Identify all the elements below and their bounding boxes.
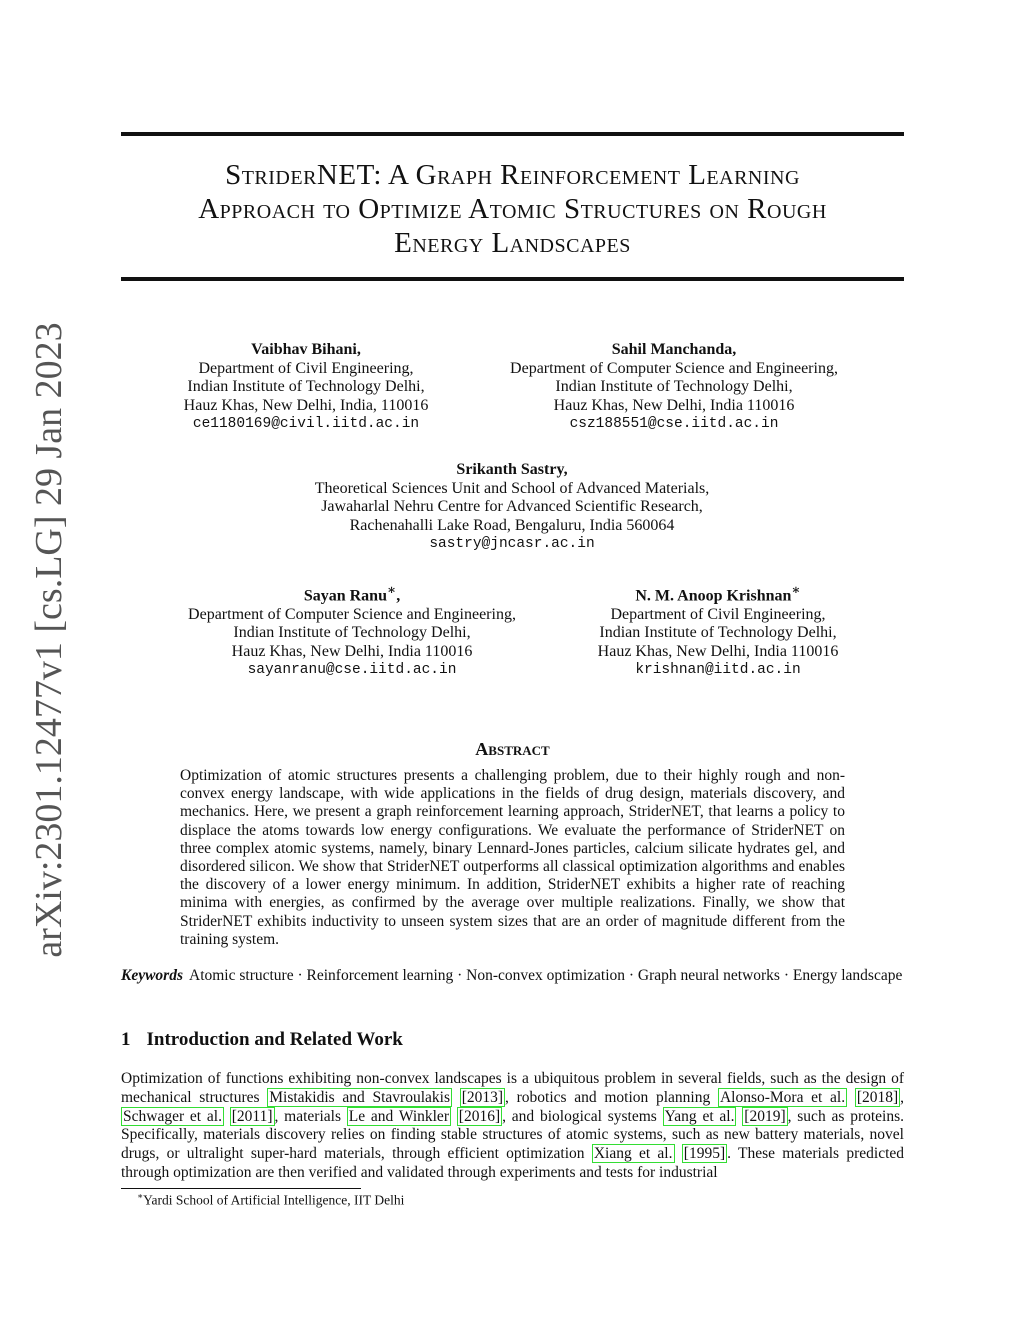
citation-year-link[interactable]: [2011]: [231, 1107, 273, 1125]
title-bottom-rule: [121, 277, 904, 281]
footnote-mark[interactable]: ∗: [386, 582, 397, 597]
author-affiliation-line: Rachenahalli Lake Road, Bengaluru, India 560064: [349, 516, 675, 534]
author-block-ranu: [152, 581, 552, 680]
intro-text: Optimization of functions exhibiting non-convex landscapes is a ubiquitous problem in several fields, such as the design of mechanical structures: [121, 1070, 904, 1106]
footnote-text: Yardi School of Artificial Intelligence, IIT Delhi: [143, 1192, 405, 1208]
keywords: [121, 967, 904, 985]
keywords-text: Atomic structure · Reinforcement learning · Non-convex optimization · Graph neural networks · Energy landscape: [189, 967, 903, 984]
author-email[interactable]: ce1180169@civil.iitd.ac.in: [192, 416, 420, 432]
author-affiliation-line: Theoretical Sciences Unit and School of Advanced Materials,: [314, 479, 710, 497]
author-affiliation-line: Hauz Khas, New Delhi, India 110016: [553, 396, 795, 414]
author-affiliation-line: Indian Institute of Technology Delhi,: [599, 624, 837, 642]
intro-text: . These materials predicted through optimization are then verified and validated through experiments and tests for industrial: [121, 1145, 905, 1181]
author-affiliation-line: Hauz Khas, New Delhi, India 110016: [231, 642, 473, 660]
title-top-rule: [121, 132, 904, 136]
author-affiliation-line: Indian Institute of Technology Delhi,: [233, 624, 471, 642]
abstract-body: Optimization of atomic structures presents a challenging problem, due to their highly rough and non-convex energy landscape, with wide applications in the fields of drug design, materials discovery, and mechanics. Here, we present a graph reinforcement learning approach, StriderNET, that learns a policy to displace the atoms towards low energy configurations. We evaluate the performance of StriderNET on three complex atomic systems, namely, binary Lennard-Jones particles, calcium silicate hydrates gel, and disordered silicon. We show that StriderNET outperforms all classical optimization algorithms and enables the discovery of a lower energy minimum. In addition, StriderNET exhibits a higher rate of reaching minima with energies, as confirmed by the average over multiple realizations. Finally, we show that StriderNET exhibits inductivity to unseen system sizes that are an order of magnitude different from the training system.: [180, 767, 845, 948]
paper-title: [121, 158, 904, 260]
citation-year-link[interactable]: [2018]: [856, 1088, 899, 1106]
author-affiliation-line: Department of Civil Engineering,: [198, 359, 414, 377]
footnote-rule: [121, 1188, 361, 1189]
author-email[interactable]: csz188551@cse.iitd.ac.in: [569, 416, 779, 432]
citation-link[interactable]: Schwager et al.: [123, 1107, 222, 1125]
section-title: Introduction and Related Work: [146, 1029, 403, 1050]
citation-link[interactable]: Xiang et al.: [593, 1145, 673, 1163]
author-affiliation-line: Indian Institute of Technology Delhi,: [555, 378, 793, 395]
keywords-label: Keywords: [121, 967, 183, 984]
citation-link[interactable]: Le and Winkler: [348, 1107, 449, 1125]
author-name-text: Sayan Ranu: [303, 587, 387, 605]
author-affiliation-line: Indian Institute of Technology Delhi,: [187, 378, 425, 395]
footnote-mark: ∗: [137, 1191, 144, 1201]
author-affiliation-line: Hauz Khas, New Delhi, India 110016: [597, 642, 839, 660]
author-affiliation-line: Department of Computer Science and Engineering,: [188, 605, 516, 623]
author-name: Vaibhav Bihani,: [251, 341, 361, 358]
intro-text: , and biological systems: [502, 1107, 663, 1125]
author-affiliation-line: Department of Civil Engineering,: [610, 605, 826, 623]
author-name-tail: ,: [396, 587, 401, 605]
author-email[interactable]: sastry@jncasr.ac.in: [429, 536, 595, 552]
intro-paragraph: [121, 1070, 904, 1183]
author-block-bihani: [156, 341, 456, 434]
abstract-heading: Abstract: [475, 739, 550, 759]
footnote-mark[interactable]: ∗: [791, 582, 801, 597]
author-email[interactable]: krishnan@iitd.ac.in: [635, 662, 801, 679]
citation-link[interactable]: Yang et al.: [664, 1107, 735, 1125]
author-affiliation-line: Jawaharlal Nehru Centre for Advanced Scientific Research,: [321, 498, 703, 515]
citation-year-link[interactable]: [2016]: [458, 1107, 501, 1125]
author-name: [568, 581, 868, 606]
intro-text: , such as proteins. Specifically, materials discovery relies on finding stable structures of atomic systems, such as new battery materials, novel drugs, or ultralight super-hard materials, through efficient optimization: [121, 1107, 904, 1163]
citation-year-link[interactable]: [2013]: [461, 1088, 504, 1106]
author-name: [152, 581, 552, 606]
section-heading: [121, 1029, 403, 1051]
author-affiliation-line: Department of Computer Science and Engineering,: [510, 359, 838, 377]
citation-year-link[interactable]: [1995]: [683, 1145, 726, 1163]
author-block-krishnan: [568, 581, 868, 680]
citation-link[interactable]: Mistakidis and Stavroulakis: [269, 1088, 450, 1106]
author-affiliation-line: Hauz Khas, New Delhi, India, 110016: [183, 396, 429, 414]
section-number: 1: [121, 1029, 131, 1050]
intro-text: ,: [900, 1088, 905, 1106]
citation-link[interactable]: Alonso-Mora et al.: [719, 1088, 846, 1106]
author-name: Srikanth Sastry,: [456, 461, 568, 478]
title-line-2: Approach to Optimize Atomic Structures on Rough: [198, 193, 827, 225]
citation-year-link[interactable]: [2019]: [744, 1107, 786, 1125]
arxiv-stamp: arXiv:2301.12477v1 [cs.LG] 29 Jan 2023: [28, 322, 70, 958]
title-line-3: Energy Landscapes: [394, 227, 631, 259]
author-email[interactable]: sayanranu@cse.iitd.ac.in: [247, 662, 457, 679]
author-block-manchanda: [474, 341, 874, 434]
intro-text: , robotics and motion planning: [505, 1088, 718, 1106]
author-block-sastry: [262, 461, 762, 554]
title-line-1: StriderNET: A Graph Reinforcement Learning: [225, 159, 800, 191]
author-name: Sahil Manchanda,: [611, 341, 737, 358]
intro-text: , materials: [274, 1107, 347, 1125]
author-name-text: N. M. Anoop Krishnan: [635, 587, 792, 605]
footnote: [137, 1191, 404, 1209]
